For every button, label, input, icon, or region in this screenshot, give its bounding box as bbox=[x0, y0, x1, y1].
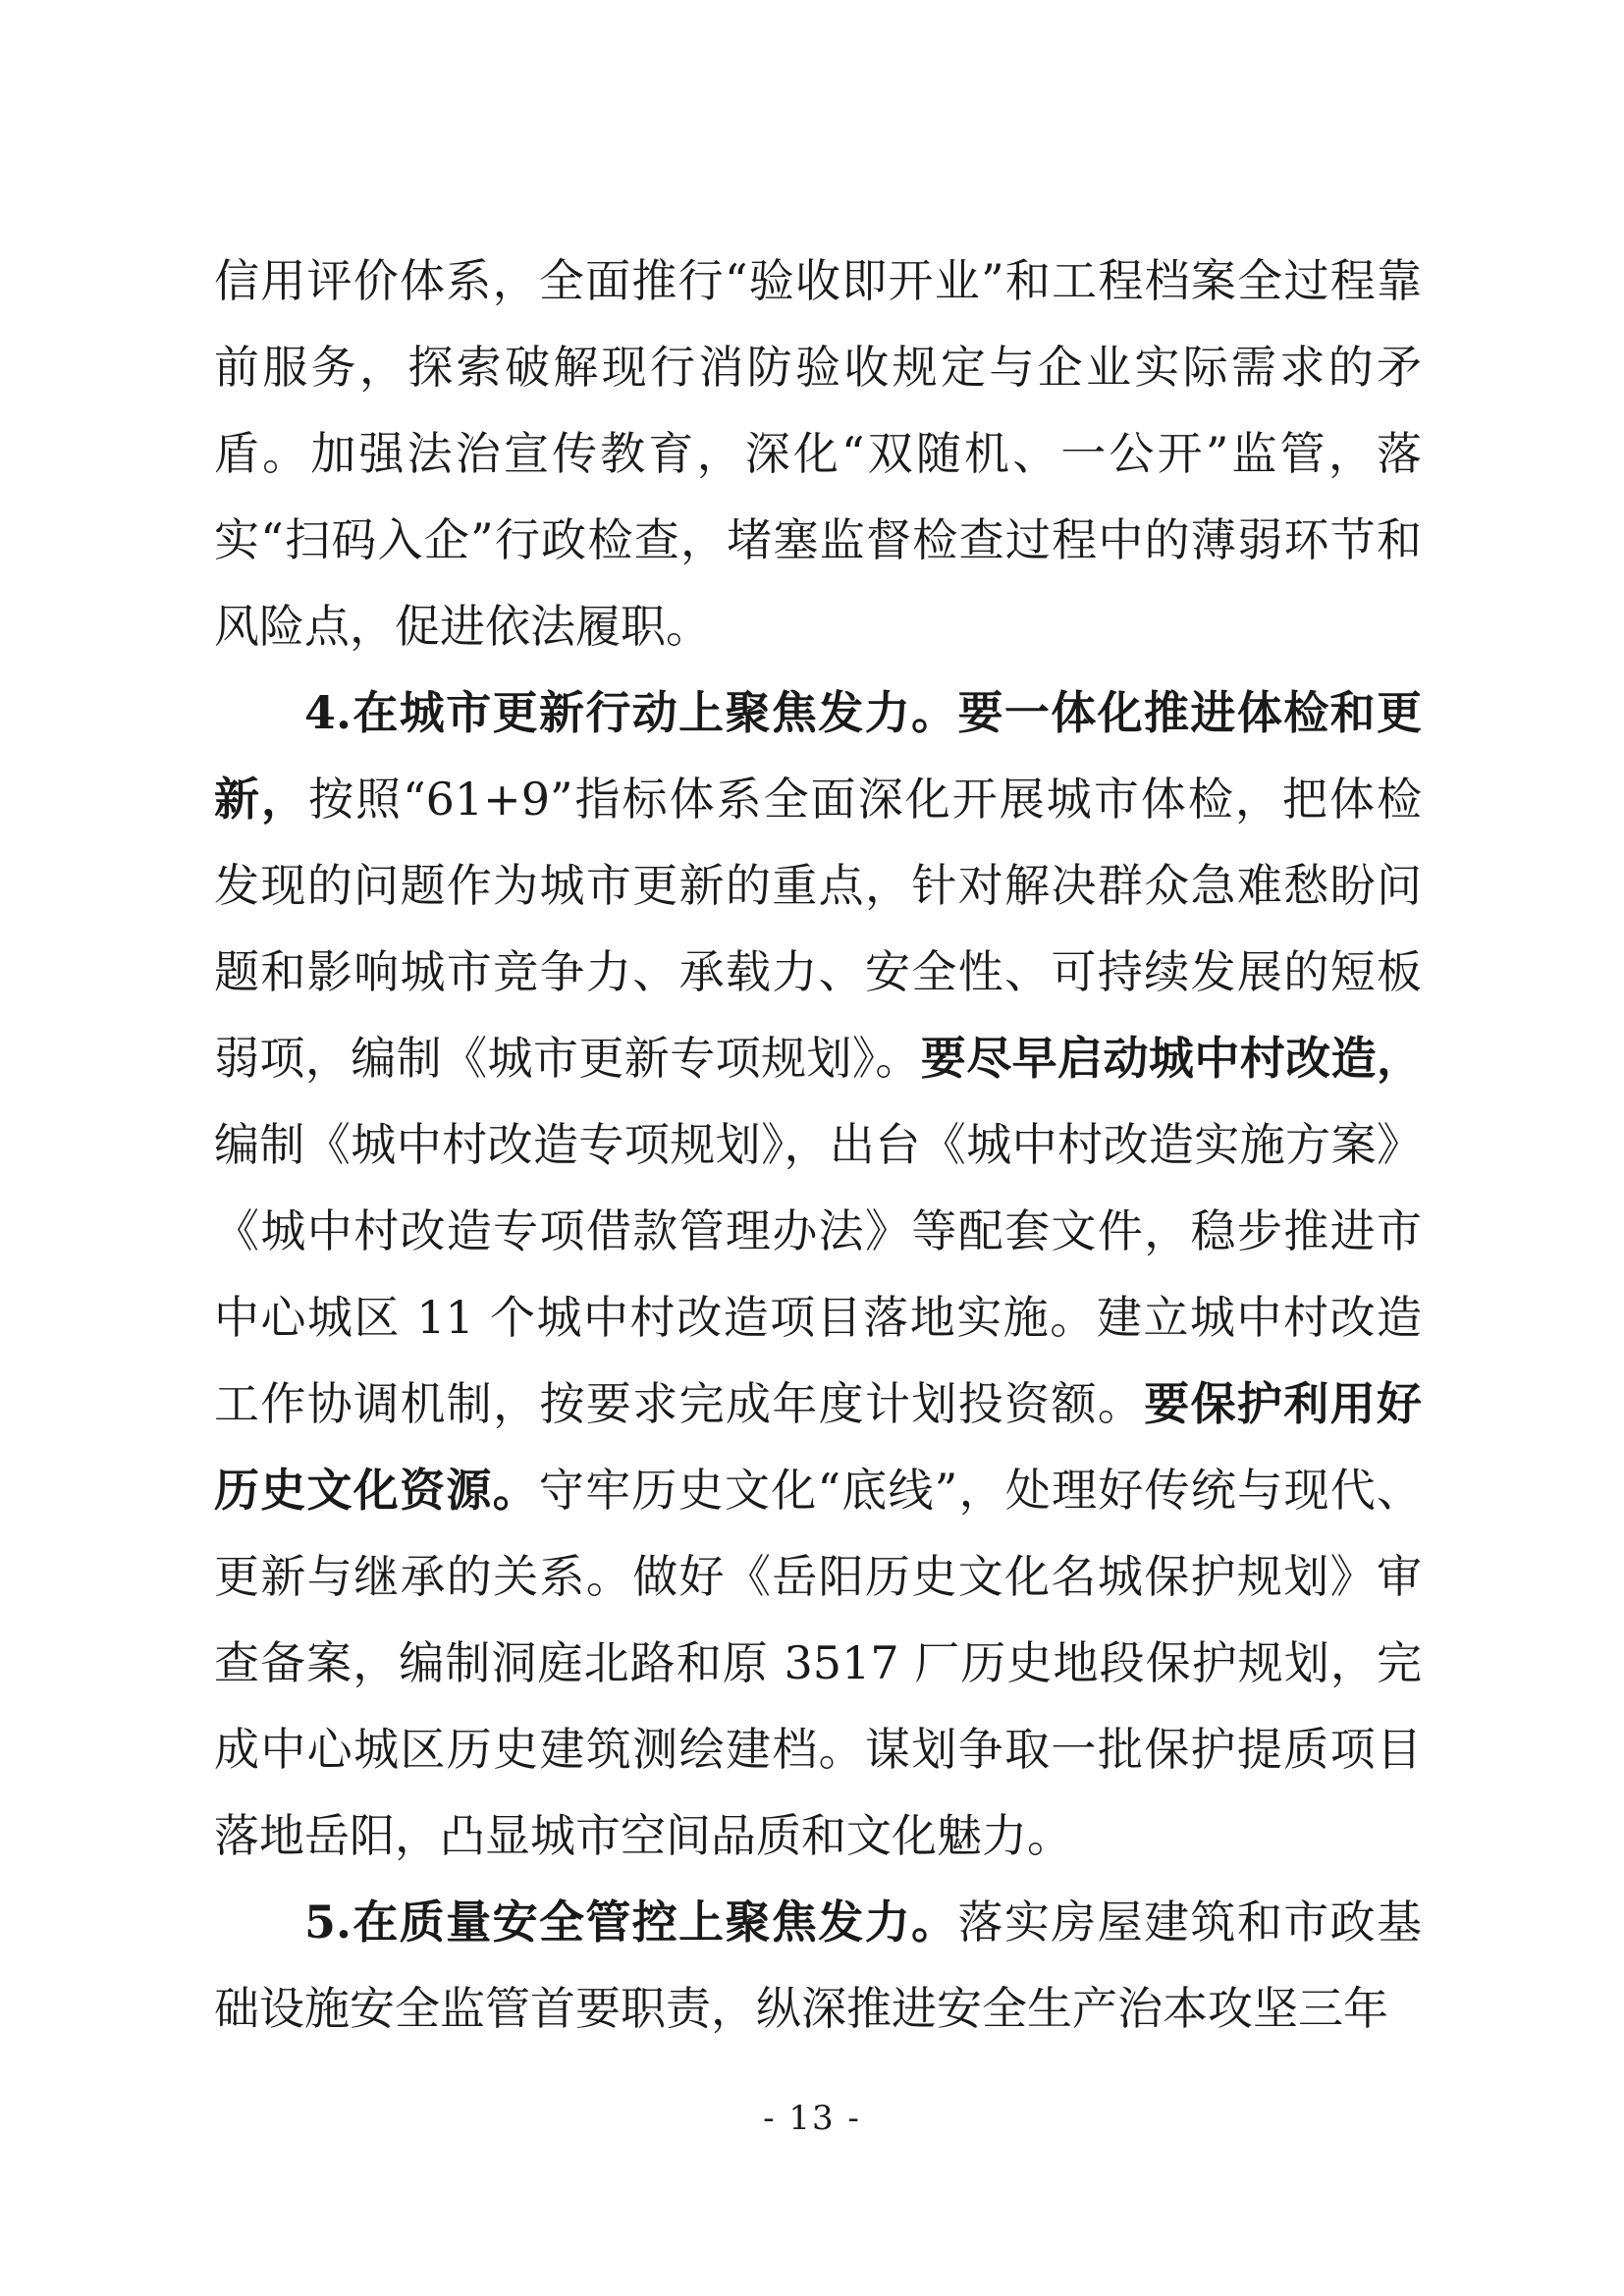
paragraph-continuation bbox=[214, 238, 1422, 669]
body-text bbox=[214, 238, 1422, 2052]
paragraph-quality-safety bbox=[214, 1879, 1422, 2052]
section-heading-4: 4.在城市更新行动上聚焦发力。要一体化推进体检和更新， bbox=[214, 686, 1422, 826]
bold-key-point: 要尽早启动城中村改造， bbox=[920, 1032, 1423, 1085]
paragraph-text: 编制《城中村改造专项规划》，出台《城中村改造实施方案》《城中村改造专项借款管理办法》等配套文件，稳步推进市中心城区 11 个城中村改造项目落地实施。建立城中村改造工作协调机制，按要求完成年度计划投资额。 bbox=[214, 1118, 1422, 1430]
page-number: - 13 - bbox=[763, 2099, 861, 2138]
paragraph-text: 落实房屋建筑和市政基础设施安全监管首要职责，纵深推进安全生产治本攻坚三年 bbox=[214, 1896, 1422, 2035]
paragraph-urban-renewal bbox=[214, 669, 1422, 1879]
paragraph-text: 守牢历史文化“底线”，处理好传统与现代、更新与继承的关系。做好《岳阳历史文化名城保护规划》审查备案，编制洞庭北路和原 3517 厂历史地段保护规划，完成中心城区历史建筑测绘建档。谋划争取一批保护提质项目落地岳阳，凸显城市空间品质和文化魅力。 bbox=[214, 1464, 1422, 1862]
paragraph-text: 按照“61+9”指标体系全面深化开展城市体检，把体检发现的问题作为城市更新的重点，针对解决群众急难愁盼问题和影响城市竞争力、承载力、安全性、可持续发展的短板弱项，编制《城市更新专项规划》。 bbox=[214, 773, 1422, 1085]
paragraph-text: 信用评价体系，全面推行“验收即开业”和工程档案全过程靠前服务，探索破解现行消防验收规定与企业实际需求的矛盾。加强法治宣传教育，深化“双随机、一公开”监管，落实“扫码入企”行政检查，堵塞监督检查过程中的薄弱环节和风险点，促进依法履职。 bbox=[214, 254, 1422, 653]
bold-key-point: 要保护利用好历史文化资源。 bbox=[214, 1377, 1423, 1517]
section-heading-5: 5.在质量安全管控上聚焦发力。 bbox=[304, 1896, 958, 1949]
